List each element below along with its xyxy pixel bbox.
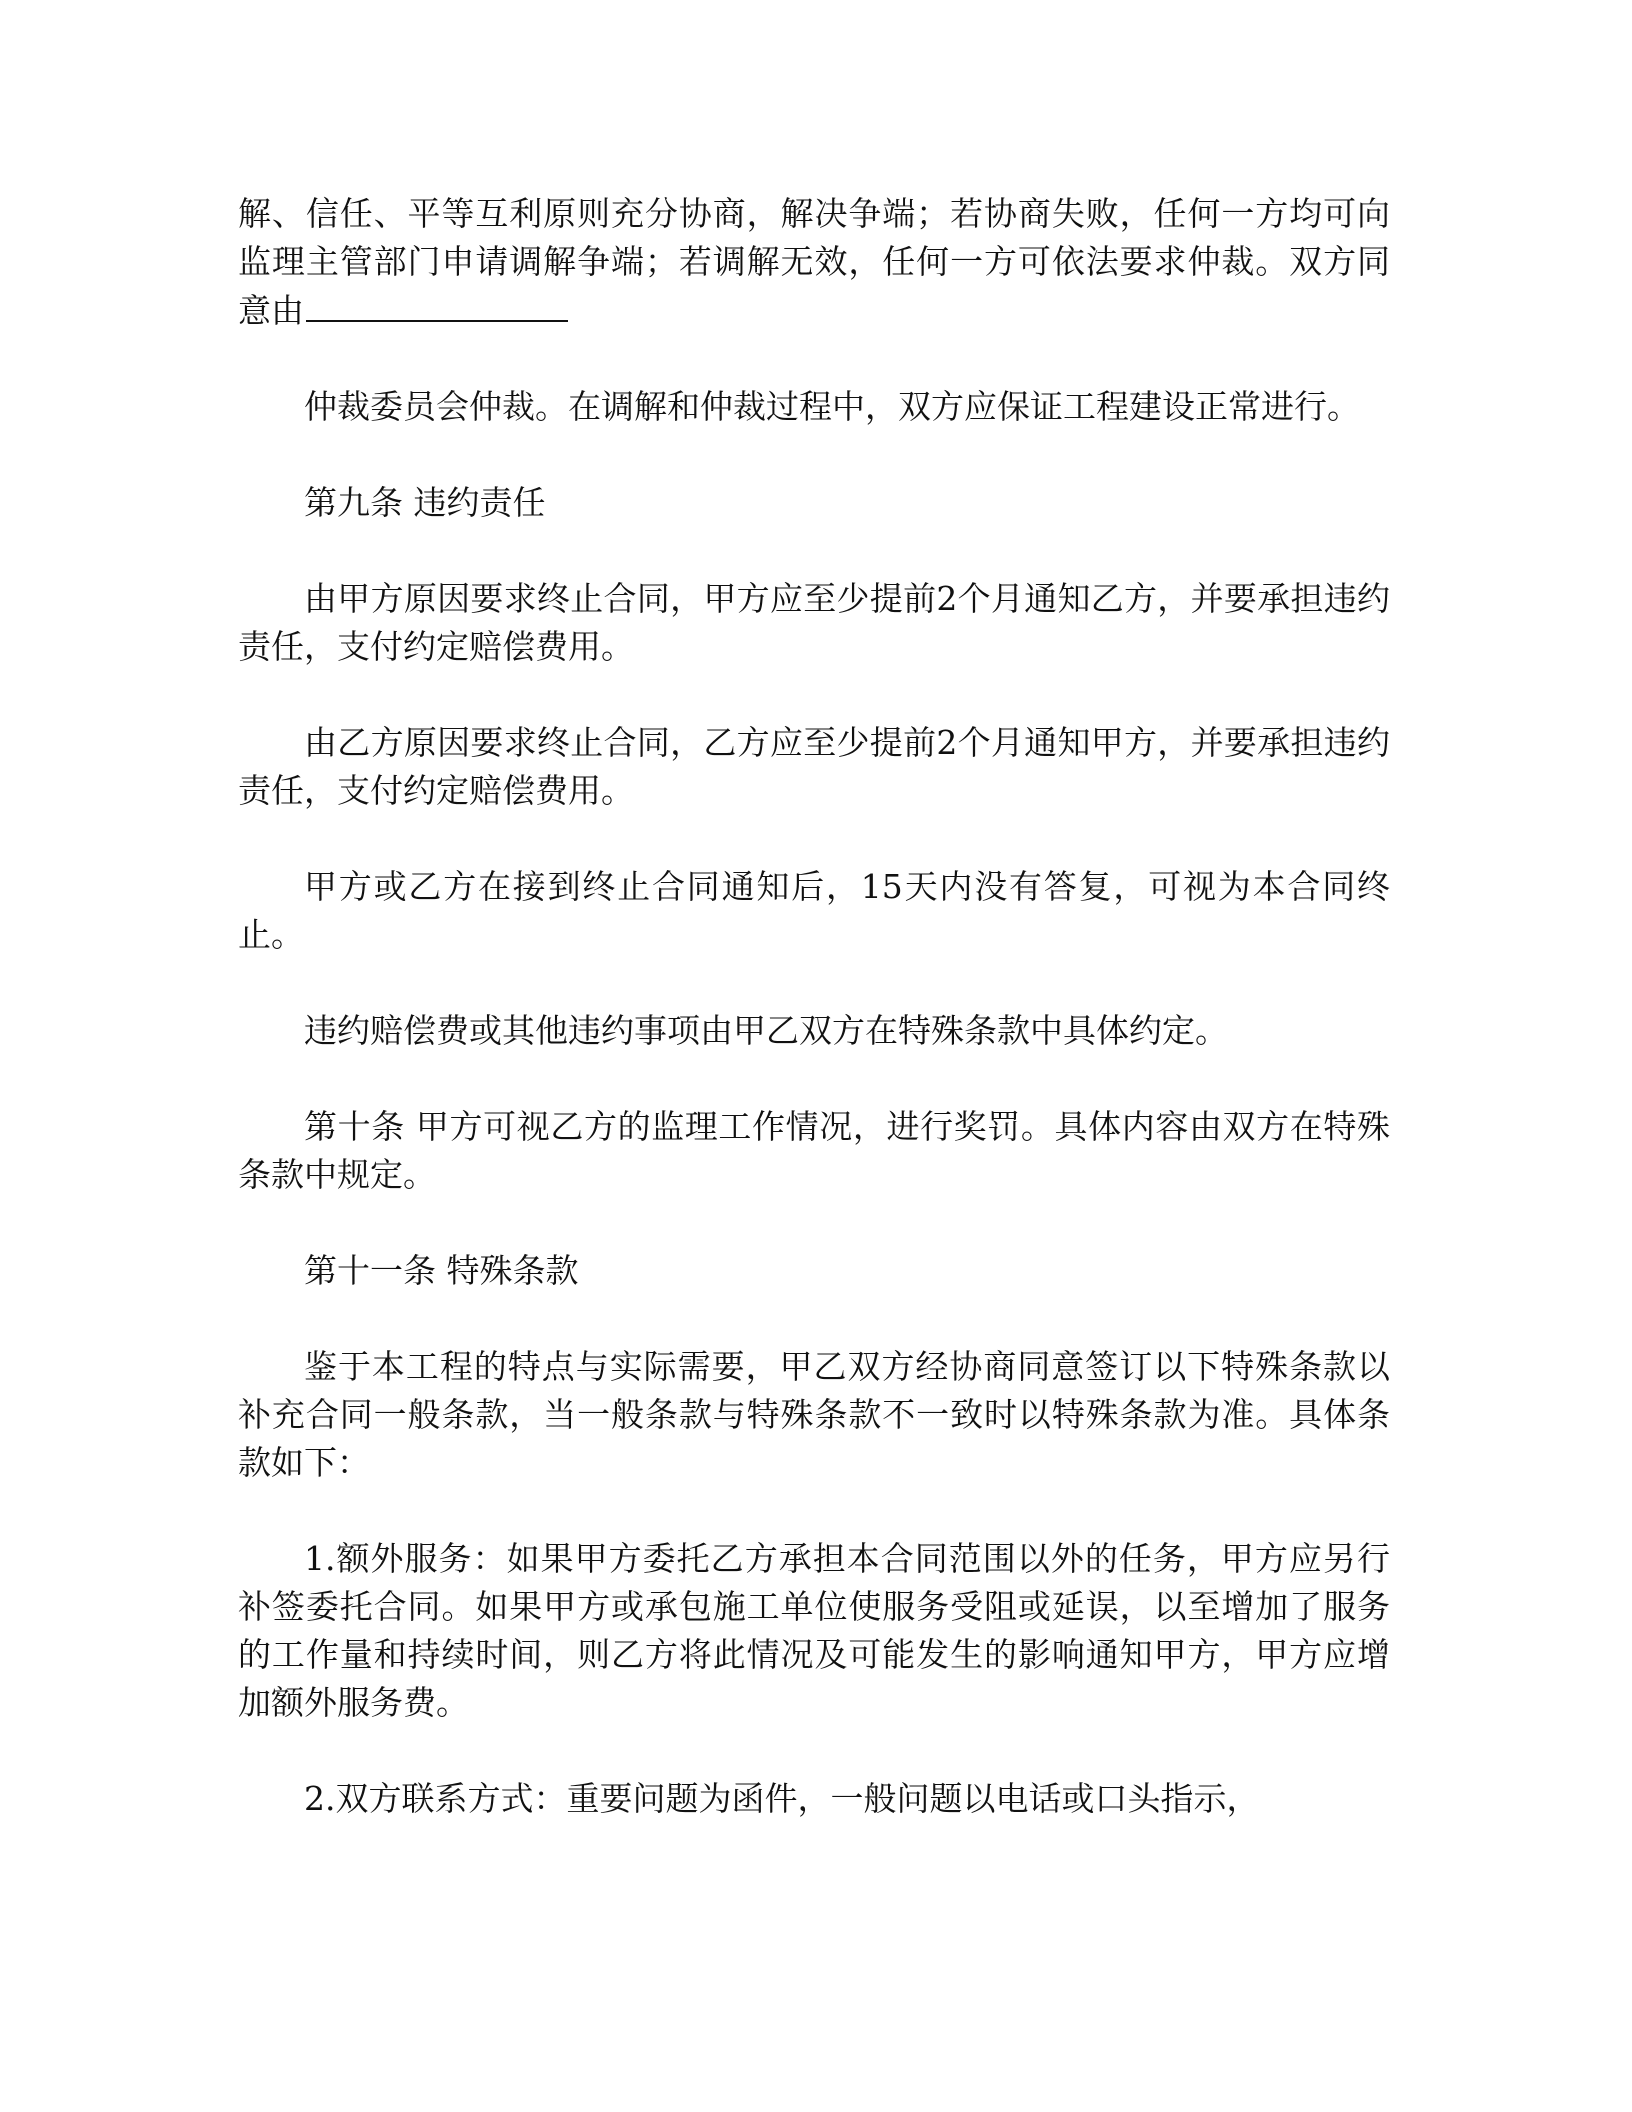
paragraph-special-terms-intro: 鉴于本工程的特点与实际需要，甲乙双方经协商同意签订以下特殊条款以补充合同一般条款，当一般条款与特殊条款不一致时以特殊条款为准。具体条款如下： — [238, 1347, 1390, 1482]
paragraph-no-reply-termination: 甲方或乙方在接到终止合同通知后，15天内没有答复，可视为本合同终止。 — [238, 867, 1390, 954]
paragraph-arbitration-committee: 仲裁委员会仲裁。在调解和仲裁过程中，双方应保证工程建设正常进行。 — [304, 387, 1360, 426]
paragraph-party-a-termination: 由甲方原因要求终止合同，甲方应至少提前2个月通知乙方，并要承担违约责任，支付约定赔偿费用。 — [238, 579, 1390, 666]
paragraph-arbitration-intro — [238, 190, 1390, 335]
paragraph-breach-compensation: 违约赔偿费或其他违约事项由甲乙双方在特殊条款中具体约定。 — [304, 1011, 1228, 1050]
list-item-extra-services: 1.额外服务：如果甲方委托乙方承担本合同范围以外的任务，甲方应另行补签委托合同。如果甲方或承包施工单位使服务受阻或延误，以至增加了服务的工作量和持续时间，则乙方将此情况及可能发生的影响通知甲方，甲方应增加额外服务费。 — [238, 1539, 1390, 1722]
document-body — [238, 190, 1390, 1871]
paragraph-party-b-termination: 由乙方原因要求终止合同，乙方应至少提前2个月通知甲方，并要承担违约责任，支付约定赔偿费用。 — [238, 723, 1390, 810]
paragraph-text: 解、信任、平等互利原则充分协商，解决争端；若协商失败，任何一方均可向监理主管部门申请调解争端；若调解无效，任何一方可依法要求仲裁。双方同意由 — [238, 194, 1390, 330]
list-item-contact-methods: 2.双方联系方式：重要问题为函件，一般问题以电话或口头指示， — [304, 1779, 1260, 1818]
section-article-10: 第十条 甲方可视乙方的监理工作情况，进行奖罚。具体内容由双方在特殊条款中规定。 — [238, 1107, 1390, 1194]
section-heading-article-9: 第九条 违约责任 — [304, 483, 546, 522]
section-heading-article-11: 第十一条 特殊条款 — [304, 1251, 579, 1290]
arbitration-blank-field — [306, 286, 568, 322]
